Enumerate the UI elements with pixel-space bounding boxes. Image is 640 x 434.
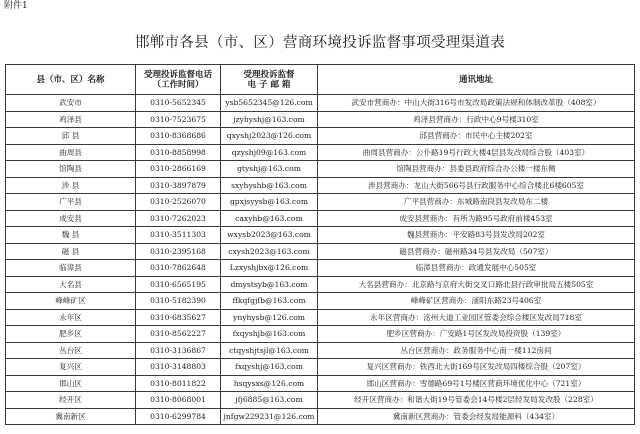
- email-cell: fxqyshjb@163.com: [221, 326, 318, 343]
- email-cell: fxqyshj@163.com: [221, 359, 318, 376]
- email-cell: caxyhb@163.com: [221, 210, 318, 227]
- column-header-email: [221, 65, 318, 95]
- table-row: [6, 342, 635, 359]
- complaint-channels-table: [5, 64, 635, 425]
- address-cell: 邱县营商办：市民中心主楼202室: [318, 128, 635, 145]
- email-cell: jfj6885@163.com: [221, 392, 318, 409]
- email-cell: sxyhyshb@163.com: [221, 177, 318, 194]
- table-row: [6, 95, 635, 112]
- county-cell: 永年区: [6, 309, 136, 326]
- table-row: [6, 326, 635, 343]
- address-cell: 丛台区营商办：政务服务中心南一楼112房间: [318, 342, 635, 359]
- column-header-email-line2: 电 子 邮 箱: [247, 79, 291, 90]
- table-row: [6, 161, 635, 178]
- email-cell: dmystsyb@163.com: [221, 276, 318, 293]
- address-cell: 冀南新区营商办：管委会经发局能源科（434室）: [318, 408, 635, 425]
- email-cell: jzyhyshj@163.com: [221, 111, 318, 128]
- county-cell: 邯山区: [6, 375, 136, 392]
- table-row: [6, 408, 635, 425]
- address-cell: 临漳县营商办：政通发展中心505室: [318, 260, 635, 277]
- county-cell: 丛台区: [6, 342, 136, 359]
- phone-cell: 0310-3511303: [136, 227, 221, 244]
- address-cell: 武安市营商办：中山大街316号市发改局政策法规和体制改革股（408室）: [318, 95, 635, 112]
- table-row: [6, 177, 635, 194]
- address-cell: 经开区营商办：和谐大街19号管委会14号楼2层经发局发改股（228室）: [318, 392, 635, 409]
- address-cell: 磁县营商办：磁州路34号县发改局（507室）: [318, 243, 635, 260]
- address-cell: 广平县营商办：东城路南段县发改局东二楼: [318, 194, 635, 211]
- county-cell: 磁 县: [6, 243, 136, 260]
- email-cell: qzyshj09@163.com: [221, 144, 318, 161]
- table-row: [6, 128, 635, 145]
- email-cell: qxyshj2023@126.com: [221, 128, 318, 145]
- email-cell: gtyshj@163.com: [221, 161, 318, 178]
- table-row: [6, 375, 635, 392]
- column-header-email-line1: 受理投诉监督: [243, 69, 295, 80]
- address-cell: 曲周县营商办：公仆路19号行政大楼4层县发改局综合股（403室）: [318, 144, 635, 161]
- email-cell: jnfgw229231@126.com: [221, 408, 318, 425]
- table-row: [6, 276, 635, 293]
- table-row: [6, 111, 635, 128]
- phone-cell: 0310-5652345: [136, 95, 221, 112]
- county-cell: 邱 县: [6, 128, 136, 145]
- email-cell: Lzxyshjbx@126.com: [221, 260, 318, 277]
- county-cell: 复兴区: [6, 359, 136, 376]
- county-cell: 涉 县: [6, 177, 136, 194]
- email-cell: ynyhysb@126.com: [221, 309, 318, 326]
- table-row: [6, 210, 635, 227]
- phone-cell: 0310-8011822: [136, 375, 221, 392]
- column-header-phone-line2: （工作时间）: [152, 79, 204, 90]
- address-cell: 涉县营商办：龙山大街566号县行政服务中心综合楼北6楼605室: [318, 177, 635, 194]
- county-cell: 鸡泽县: [6, 111, 136, 128]
- phone-cell: 0310-3136867: [136, 342, 221, 359]
- address-cell: 峰峰矿区营商办：滏阳东路23号406室: [318, 293, 635, 310]
- phone-cell: 0310-6835627: [136, 309, 221, 326]
- phone-cell: 0310-2395168: [136, 243, 221, 260]
- phone-cell: 0310-7862648: [136, 260, 221, 277]
- address-cell: 馆陶县营商办：县委县政府综合办公楼一楼东侧: [318, 161, 635, 178]
- email-cell: ffkqfgjfb@163.com: [221, 293, 318, 310]
- phone-cell: 0310-2526070: [136, 194, 221, 211]
- table-row: [6, 309, 635, 326]
- table-row: [6, 293, 635, 310]
- attachment-label: 附件1: [4, 1, 28, 11]
- phone-cell: 0310-2866169: [136, 161, 221, 178]
- address-cell: 邯山区营商办：雪德路69号1号楼区营商环境优化中心（721室）: [318, 375, 635, 392]
- county-cell: 曲周县: [6, 144, 136, 161]
- phone-cell: 0310-8858998: [136, 144, 221, 161]
- page-title: 邯郸市各县（市、区）营商环境投诉监督事项受理渠道表: [135, 35, 505, 51]
- phone-cell: 0310-3148803: [136, 359, 221, 376]
- email-cell: ctqyshjtsjl@163.com: [221, 342, 318, 359]
- phone-cell: 0310-7262023: [136, 210, 221, 227]
- county-cell: 成安县: [6, 210, 136, 227]
- county-cell: 峰峰矿区: [6, 293, 136, 310]
- address-cell: 大名县营商办：北京路与京府大街交叉口路北县行政审批局五楼505室: [318, 276, 635, 293]
- column-header-address: 通讯地址: [318, 65, 635, 95]
- county-cell: 肥乡区: [6, 326, 136, 343]
- table-row: [6, 144, 635, 161]
- phone-cell: 0310-3897879: [136, 177, 221, 194]
- address-cell: 成安县营商办：有所为路95号政府前楼453室: [318, 210, 635, 227]
- email-cell: cxysh2023@163.com: [221, 243, 318, 260]
- county-cell: 武安市: [6, 95, 136, 112]
- phone-cell: 0310-6299784: [136, 408, 221, 425]
- table-header-row: [6, 65, 635, 95]
- address-cell: 鸡泽县营商办：行政中心9号楼310室: [318, 111, 635, 128]
- email-cell: ysb5652345@126.com: [221, 95, 318, 112]
- address-cell: 永年区营商办：洺州大道工业园区管委会综合楼区发改局718室: [318, 309, 635, 326]
- column-header-phone-line1: 受理投诉监督电话: [143, 69, 212, 80]
- phone-cell: 0310-7523675: [136, 111, 221, 128]
- email-cell: hsqysxs@126.com: [221, 375, 318, 392]
- county-cell: 广平县: [6, 194, 136, 211]
- column-header-county: 县（市、区）名称: [6, 65, 136, 95]
- county-cell: 魏 县: [6, 227, 136, 244]
- phone-cell: 0310-8562227: [136, 326, 221, 343]
- phone-cell: 0310-8068001: [136, 392, 221, 409]
- address-cell: 魏县营商办：平安路83号县发改局202室: [318, 227, 635, 244]
- county-cell: 馆陶县: [6, 161, 136, 178]
- county-cell: 经开区: [6, 392, 136, 409]
- table-row: [6, 359, 635, 376]
- phone-cell: 0310-6565195: [136, 276, 221, 293]
- address-cell: 肥乡区营商办：广安路1号区发改局投资股（139室）: [318, 326, 635, 343]
- column-header-phone: [136, 65, 221, 95]
- county-cell: 临漳县: [6, 260, 136, 277]
- email-cell: gpxjsyysb@163.com: [221, 194, 318, 211]
- county-cell: 冀南新区: [6, 408, 136, 425]
- table-row: [6, 227, 635, 244]
- table-row: [6, 194, 635, 211]
- table-row: [6, 392, 635, 409]
- address-cell: 复兴区营商办：铁西北大街169号区发改局四楼综合股（207室）: [318, 359, 635, 376]
- table-row: [6, 243, 635, 260]
- table-row: [6, 260, 635, 277]
- email-cell: wxysb2023@163.com: [221, 227, 318, 244]
- phone-cell: 0310-8368686: [136, 128, 221, 145]
- phone-cell: 0310-5182390: [136, 293, 221, 310]
- county-cell: 大名县: [6, 276, 136, 293]
